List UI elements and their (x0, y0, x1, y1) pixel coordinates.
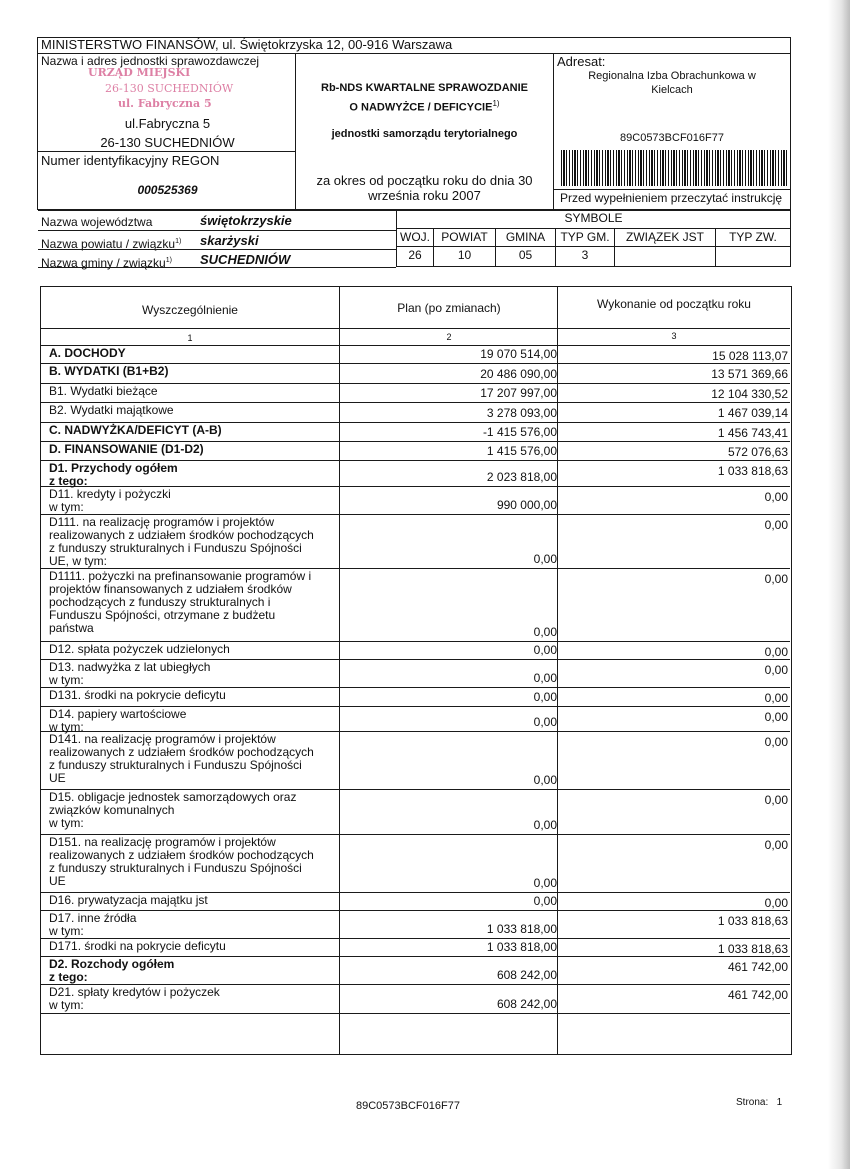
gmina-value: SUCHEDNIÓW (200, 252, 291, 267)
row-label: D15. obligacje jednostek samorządowych oraz związków komunalnych w tym: (49, 790, 297, 830)
scan-edge (828, 0, 850, 1169)
row-plan-value: 990 000,00 (496, 498, 557, 512)
row-plan-value: 20 486 090,00 (480, 367, 557, 381)
row-plan-value: 608 242,00 (496, 968, 557, 982)
unit-city: 26-130 SUCHEDNIÓW (100, 135, 235, 150)
symbol-value-zwiazek (614, 246, 716, 267)
addressee-line-1: Regionalna Izba Obrachunkowa w (588, 70, 756, 82)
addressee-label: Adresat: (557, 54, 606, 69)
voivodeship-value: świętokrzyskie (200, 213, 292, 228)
row-plan-value: 0,00 (533, 690, 557, 704)
row-execution-value: 0,00 (764, 793, 788, 807)
divider (553, 189, 791, 190)
column-header-execution: Wykonanie od początku roku (597, 297, 751, 311)
row-label: B. WYDATKI (B1+B2) (49, 364, 169, 378)
row-label: D131. środki na pokrycie deficytu (49, 688, 226, 702)
row-label: D14. papiery wartościowe w tym: (49, 707, 187, 734)
barcode-image (561, 150, 787, 186)
symbol-header-zwiazek: ZWIĄZEK JST (614, 228, 716, 247)
row-plan-value: 608 242,00 (496, 997, 557, 1011)
table-row (41, 569, 790, 642)
row-label: D111. na realizację programów i projektów realizowanych z udziałem środków pochodzących z funduszy strukturalnych i Funduszu Spójności UE, w tym: (49, 515, 314, 568)
table-row (41, 642, 790, 660)
row-execution-value: 0,00 (764, 710, 788, 724)
column-number-3: 3 (671, 331, 677, 341)
row-label: D17. inne źródła w tym: (49, 911, 137, 938)
unit-street: ul.Fabryczna 5 (124, 116, 211, 131)
row-label: D1. Przychody ogółem z tego: (49, 461, 178, 488)
column-header-description: Wyszczególnienie (142, 303, 238, 317)
powiat-label: Nazwa powiatu / związku$^{1)}$ (41, 237, 182, 251)
stamp-line: URZĄD MIEJSKI (88, 66, 191, 79)
row-plan-value: 19 070 514,00 (480, 347, 557, 361)
period-line-1: za okres od początku roku do dnia 30 (316, 173, 533, 188)
symbol-header-typ-gm: TYP GM. (555, 228, 615, 247)
symbols-title: SYMBOLE (396, 210, 791, 229)
table-row (41, 442, 790, 461)
ministry-line: MINISTERSTWO FINANSÓW, ul. Świętokrzyska 12, 00-916 Warszawa (41, 37, 453, 52)
row-label: B1. Wydatki bieżące (49, 384, 158, 398)
addressee-line-2: Kielcach (651, 84, 693, 96)
row-execution-value: 0,00 (764, 735, 788, 749)
divider (38, 230, 396, 231)
table-row (41, 790, 790, 835)
row-label: D12. spłata pożyczek udzielonych (49, 642, 230, 656)
period-line-2: września roku 2007 (368, 188, 481, 203)
row-label: D13. nadwyżka z lat ubiegłych w tym: (49, 660, 211, 687)
row-execution-value: 15 028 113,07 (712, 349, 788, 363)
table-row (41, 423, 790, 442)
row-label: D. FINANSOWANIE (D1-D2) (49, 442, 204, 456)
symbol-value-woj: 26 (396, 246, 434, 267)
instructions-note: Przed wypełnieniem przeczytać instrukcję (560, 191, 783, 205)
row-plan-value: 0,00 (533, 818, 557, 832)
table-row (41, 403, 790, 423)
row-label: D151. na realizację programów i projektów realizowanych z udziałem środków pochodzących z funduszy strukturalnych i Funduszu Spójności UE (49, 835, 314, 888)
row-plan-value: 0,00 (533, 894, 557, 908)
table-row (41, 707, 790, 732)
page-value: 1 (776, 1097, 783, 1108)
row-execution-value: 0,00 (764, 663, 788, 677)
page-label: Strona: (736, 1097, 769, 1108)
divider (38, 151, 295, 152)
row-execution-value: 12 104 330,52 (711, 387, 788, 401)
column-divider (339, 287, 340, 1054)
row-execution-value: 1 033 818,63 (717, 942, 788, 956)
symbol-value-typ-zw (715, 246, 791, 267)
row-plan-value: 0,00 (533, 552, 557, 566)
footer-code: 89C0573BCF016F77 (356, 1100, 460, 1112)
row-plan-value: 0,00 (533, 643, 557, 657)
row-plan-value: 2 023 818,00 (486, 470, 557, 484)
gmina-label: Nazwa gminy / związku$^{1)}$ (41, 256, 172, 270)
table-row (41, 732, 790, 790)
row-label: D16. prywatyzacja majątku jst (49, 893, 208, 907)
powiat-value: skarżyski (200, 233, 259, 248)
page-number (736, 1097, 782, 1108)
row-plan-value: 17 207 997,00 (480, 386, 557, 400)
row-plan-value: 0,00 (533, 715, 557, 729)
row-plan-value: 0,00 (533, 671, 557, 685)
row-label: D2. Rozchody ogółem z tego: (49, 957, 175, 984)
row-label: D1111. pożyczki na prefinansowanie programów i projektów finansowanych z udziałem środków pochodzących z funduszy strukturalnych i Funduszu Spójności, otrzymane z budżetu państwa (49, 569, 312, 635)
table-row (41, 985, 790, 1014)
row-execution-value: 0,00 (764, 490, 788, 504)
row-label: D141. na realizację programów i projektów realizowanych z udziałem środków pochodzących z funduszy strukturalnych i Funduszu Spójności UE (49, 732, 314, 785)
table-row (41, 957, 790, 985)
row-execution-value: 13 571 369,66 (711, 367, 788, 381)
table-row (41, 688, 790, 707)
report-title-2: O NADWYŻCE / DEFICYCIE$^{1)}$ (349, 99, 500, 114)
table-row (41, 835, 790, 893)
voivodeship-label: Nazwa województwa (41, 215, 153, 229)
row-plan-value: 1 033 818,00 (486, 940, 557, 954)
regon-label: Numer identyfikacyjny REGON (41, 153, 220, 168)
table-row (41, 515, 790, 569)
table-row (41, 346, 790, 364)
row-label: C. NADWYŻKA/DEFICYT (A-B) (49, 423, 222, 437)
name-address-label: Nazwa i adres jednostki sprawozdawczej (41, 54, 260, 68)
row-label: D171. środki na pokrycie deficytu (49, 939, 226, 953)
column-divider (557, 287, 558, 1054)
row-label: D11. kredyty i pożyczki w tym: (49, 487, 171, 514)
row-label: A. DOCHODY (49, 346, 126, 360)
row-label: B2. Wydatki majątkowe (49, 403, 174, 417)
table-row (41, 384, 790, 403)
symbol-header-gmina: GMINA (495, 228, 556, 247)
divider (38, 249, 396, 250)
column-header-plan: Plan (po zmianach) (397, 301, 501, 315)
row-execution-value: 461 742,00 (727, 960, 788, 974)
row-plan-value: 0,00 (533, 625, 557, 639)
row-execution-value: 0,00 (764, 896, 788, 910)
column-number-1: 1 (187, 333, 193, 343)
table-row (41, 461, 790, 487)
row-execution-value: 0,00 (764, 572, 788, 586)
table-row (41, 911, 790, 939)
row-plan-value: 0,00 (533, 773, 557, 787)
row-execution-value: 0,00 (764, 645, 788, 659)
table-row (41, 939, 790, 957)
document-code: 89C0573BCF016F77 (620, 132, 724, 144)
stamp-line: ul. Fabryczna 5 (118, 97, 212, 110)
row-execution-value: 572 076,63 (727, 445, 788, 459)
row-execution-value: 461 742,00 (727, 988, 788, 1002)
report-title: Rb-NDS KWARTALNE SPRAWOZDANIE (321, 82, 528, 94)
table-row (41, 487, 790, 515)
row-execution-value: 1 456 743,41 (717, 426, 788, 440)
row-execution-value: 0,00 (764, 518, 788, 532)
symbol-header-typ-zw: TYP ZW. (715, 228, 791, 247)
row-plan-value: 1 415 576,00 (486, 444, 557, 458)
table-row (41, 893, 790, 911)
row-execution-value: 0,00 (764, 691, 788, 705)
regon-value: 000525369 (137, 183, 198, 197)
report-subtitle: jednostki samorządu terytorialnego (331, 128, 518, 140)
symbol-value-powiat: 10 (433, 246, 496, 267)
symbol-value-typ-gm: 3 (555, 246, 615, 267)
column-number-2: 2 (446, 332, 452, 342)
stamp-line: 26-130 SUCHEDNIÓW (105, 82, 234, 95)
row-execution-value: 1 033 818,63 (717, 464, 788, 478)
row-execution-value: 1 033 818,63 (717, 914, 788, 928)
finance-table (40, 286, 792, 1055)
row-execution-value: 1 467 039,14 (717, 406, 788, 420)
row-execution-value: 0,00 (764, 838, 788, 852)
symbol-header-woj: WOJ. (396, 228, 434, 247)
divider (38, 267, 396, 268)
table-row (41, 364, 790, 384)
table-row (41, 660, 790, 688)
row-plan-value: -1 415 576,00 (482, 425, 557, 439)
row-plan-value: 0,00 (533, 876, 557, 890)
symbol-header-powiat: POWIAT (433, 228, 496, 247)
row-plan-value: 3 278 093,00 (486, 406, 557, 420)
row-plan-value: 1 033 818,00 (486, 922, 557, 936)
symbol-value-gmina: 05 (495, 246, 556, 267)
row-label: D21. spłaty kredytów i pożyczek w tym: (49, 985, 220, 1012)
